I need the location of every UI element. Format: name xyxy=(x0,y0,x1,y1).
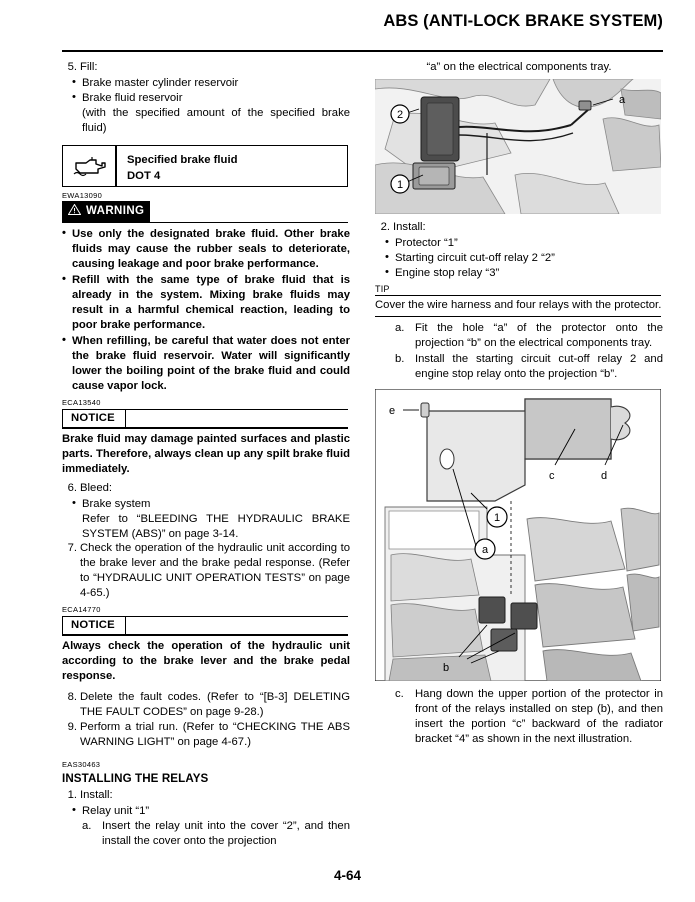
specified-fluid-box xyxy=(62,145,348,187)
step-7 xyxy=(62,541,350,601)
step-6-label: Bleed: xyxy=(80,481,113,494)
notice-2-code: ECA14770 xyxy=(62,605,101,615)
relays-step-1-bullet: • Relay unit “1” xyxy=(72,804,350,819)
step-5-label: Fill: xyxy=(80,61,98,73)
step-2-bullet-2: • Starting circuit cut-off relay 2 “2” xyxy=(385,251,663,266)
notice-2 xyxy=(62,605,350,684)
svg-text:a: a xyxy=(619,93,626,106)
fluid-box-divider xyxy=(115,146,117,186)
svg-text:c: c xyxy=(549,469,555,482)
tip-top-rule xyxy=(375,295,661,296)
warning-bar xyxy=(62,201,150,221)
step-7-number: 7. xyxy=(67,542,77,555)
step-9 xyxy=(62,720,350,750)
sub-step-b xyxy=(395,352,663,382)
sub-step-c-letter: c. xyxy=(395,687,404,700)
warning-code: EWA13090 xyxy=(62,190,103,200)
tip-body: Cover the wire harness and four relays with the protector. xyxy=(375,299,662,312)
step-6 xyxy=(62,481,350,496)
step-2 xyxy=(375,220,663,235)
svg-text:2: 2 xyxy=(396,108,404,121)
svg-text:d: d xyxy=(601,469,608,482)
notice-2-body: Always check the operation of the hydraulic unit according to the brake lever and the brake pedal response. xyxy=(62,639,350,682)
fluid-value: DOT 4 xyxy=(127,169,161,182)
step-9-text: Perform a trial run. (Refer to “CHECKING THE ABS WARNING LIGHT” on page 4-67.) xyxy=(80,721,350,749)
svg-text:a: a xyxy=(481,543,489,556)
svg-text:1: 1 xyxy=(493,511,501,524)
step-8 xyxy=(62,690,350,720)
warning-body xyxy=(62,227,350,394)
notice-1 xyxy=(62,398,350,477)
step-6-bullet: • Brake system xyxy=(72,497,350,512)
sub-step-b-letter: b. xyxy=(395,353,405,366)
sub-step-c xyxy=(395,687,663,747)
notice-2-label: NOTICE xyxy=(62,617,126,635)
sub-step-b-text: Install the starting circuit cut-off relay 2 and engine stop relay onto the projection “b”. xyxy=(415,353,663,381)
relays-section-title: INSTALLING THE RELAYS xyxy=(62,772,209,786)
oil-can-icon xyxy=(72,155,108,179)
notice-1-code: ECA13540 xyxy=(62,398,101,408)
relays-step-1 xyxy=(62,788,350,803)
step-6-number: 6. xyxy=(67,481,77,494)
step-9-number: 9. xyxy=(67,721,77,734)
tip-bottom-rule xyxy=(375,316,661,317)
step-5-bullet-1: • Brake master cylinder reservoir xyxy=(72,76,350,91)
sub-step-a xyxy=(395,321,663,351)
protector-relay-figure xyxy=(375,389,661,681)
header-divider xyxy=(62,50,663,52)
step-2-bullet-1: • Protector “1” xyxy=(385,236,663,251)
relays-step-1-sub-a xyxy=(82,819,350,849)
relays-step-1-number: 1. xyxy=(67,789,77,802)
step-8-text: Delete the fault codes. (Refer to “[B-3] DELETING THE FAULT CODES” on page 9-28.) xyxy=(80,690,350,718)
step-5-note: (with the specified amount of the specified brake fluid) xyxy=(82,106,350,134)
sub-step-a-letter: a. xyxy=(395,322,405,335)
svg-text:1: 1 xyxy=(396,178,404,191)
step-2-number: 2. xyxy=(380,220,390,233)
page-title: ABS (ANTI-LOCK BRAKE SYSTEM) xyxy=(383,12,663,30)
relays-step-1-sub-a-text: Insert the relay unit into the cover “2”, and then install the cover onto the projection xyxy=(102,820,350,848)
step-5-bullet-2: • Brake fluid reservoir xyxy=(72,91,350,106)
step-6-refer: Refer to “BLEEDING THE HYDRAULIC BRAKE SYSTEM (ABS)” on page 3-14. xyxy=(82,512,350,540)
warning-label: WARNING xyxy=(86,205,145,218)
step-5 xyxy=(62,60,350,75)
warning-bar-wrap xyxy=(62,201,350,221)
step-2-label: Install: xyxy=(393,220,426,233)
notice-1-body: Brake fluid may damage painted surfaces and plastic parts. Therefore, always clean up any spilt brake fluid immediately. xyxy=(62,432,350,475)
svg-text:b: b xyxy=(443,661,450,674)
left-column xyxy=(62,60,350,850)
step-7-text: Check the operation of the hydraulic unit according to the brake lever and the brake pedal response. (Refer to “HYDRAULIC UNIT OPERATION TESTS” on page 4-65.) xyxy=(80,542,350,600)
relays-step-1-label: Install: xyxy=(80,789,113,802)
relay-unit-installation-figure xyxy=(375,79,661,214)
step-2-bullet-3: • Engine stop relay “3” xyxy=(385,266,663,281)
relays-section-code: EAS30463 xyxy=(62,760,101,770)
notice-1-label: NOTICE xyxy=(62,410,126,428)
svg-text:e: e xyxy=(389,404,396,417)
sub-step-a-text: Fit the hole “a” of the protector onto the projection “b” on the electrical components tray. xyxy=(415,322,663,350)
relays-step-1-sub-a-letter: a. xyxy=(82,820,92,833)
warning-item-2: • Refill with the same type of brake fluid that is already in the system. Mixing brake fluids may result in a harmful chemical reaction, leading to poor brake performance. xyxy=(62,273,350,333)
sub-step-c-text: Hang down the upper portion of the protector in front of the relays installed on step (b), and then insert the portion “c” backward of the radiator bracket “4” as shown in the next illustration. xyxy=(415,687,663,745)
fluid-box-text xyxy=(127,152,238,185)
warning-divider xyxy=(62,222,348,223)
continuation-text: “a” on the electrical components tray. xyxy=(426,61,612,73)
warning-item-1: • Use only the designated brake fluid. Other brake fluids may cause the rubber seals to deteriorate, causing leakage and poor brake performance. xyxy=(62,227,350,272)
step-8-number: 8. xyxy=(67,690,77,703)
step-5-number: 5. xyxy=(67,61,77,73)
fluid-title: Specified brake fluid xyxy=(127,153,238,166)
tip-label: TIP xyxy=(375,283,390,294)
right-column xyxy=(375,60,663,748)
page-footer: 4-64 xyxy=(333,868,362,883)
warning-triangle-icon xyxy=(68,204,81,220)
warning-item-3: • When refilling, be careful that water does not enter the brake fluid reservoir. Water will significantly lower the boiling point of the brake fluid and could cause vapor lock. xyxy=(62,334,350,394)
